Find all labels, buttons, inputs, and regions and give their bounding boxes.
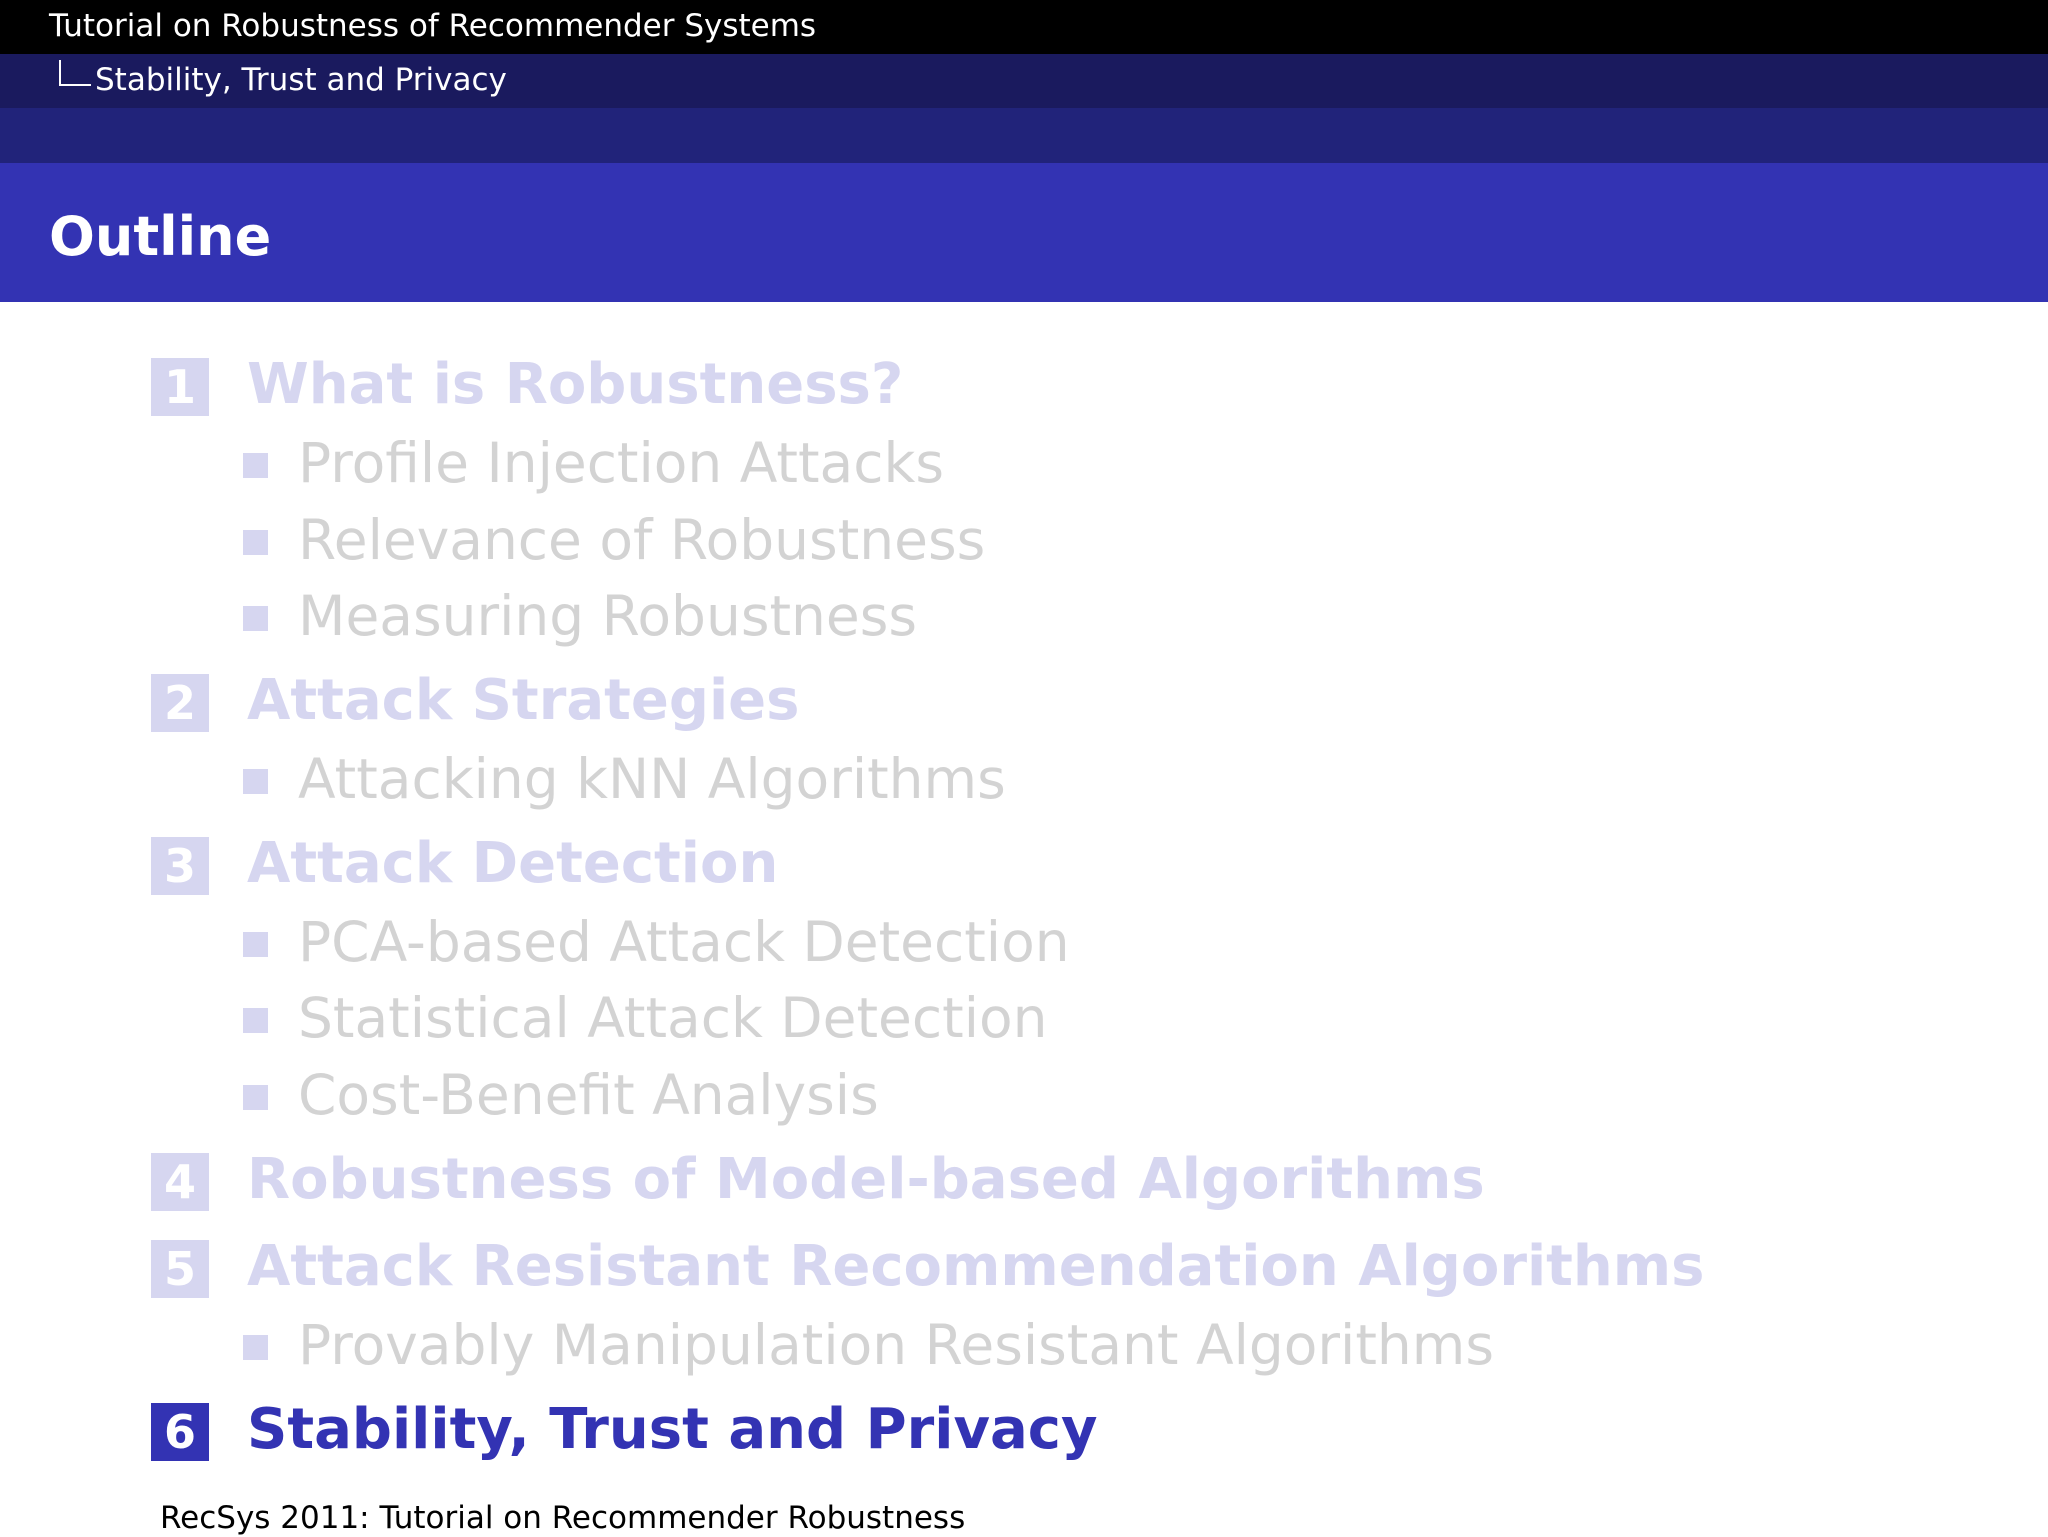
subsection-3-3: Cost-Benefit Analysis xyxy=(298,1063,879,1127)
section-title-6: Stability, Trust and Privacy xyxy=(247,1397,1098,1462)
subsection-5-1: Provably Manipulation Resistant Algorithms xyxy=(298,1313,1494,1377)
subsection-1-3: Measuring Robustness xyxy=(298,584,918,648)
bullet-square-icon xyxy=(243,530,268,555)
section-number-6: 6 xyxy=(151,1403,209,1461)
frame-title: Outline xyxy=(49,205,272,268)
section-title-4: Robustness of Model-based Algorithms xyxy=(247,1147,1485,1212)
subsection-3-1: PCA-based Attack Detection xyxy=(298,910,1070,974)
footer-text: RecSys 2011: Tutorial on Recommender Robustness xyxy=(160,1500,966,1536)
bullet-square-icon xyxy=(243,453,268,478)
section-number-1: 1 xyxy=(151,358,209,416)
header-title: Tutorial on Robustness of Recommender Systems xyxy=(49,8,817,44)
bullet-square-icon xyxy=(243,1008,268,1033)
section-number-5: 5 xyxy=(151,1240,209,1298)
subsection-1-1: Profile Injection Attacks xyxy=(298,431,945,495)
header-subtitle: Stability, Trust and Privacy xyxy=(95,62,507,98)
subsection-1-2: Relevance of Robustness xyxy=(298,508,986,572)
section-number-2: 2 xyxy=(151,674,209,732)
subsection-2-1: Attacking kNN Algorithms xyxy=(298,747,1006,811)
section-number-4: 4 xyxy=(151,1153,209,1211)
section-title-3: Attack Detection xyxy=(247,831,779,896)
section-title-1: What is Robustness? xyxy=(247,352,904,417)
section-title-5: Attack Resistant Recommendation Algorithms xyxy=(247,1234,1705,1299)
bullet-square-icon xyxy=(243,1085,268,1110)
bullet-square-icon xyxy=(243,606,268,631)
subsection-3-2: Statistical Attack Detection xyxy=(298,986,1048,1050)
bullet-square-icon xyxy=(243,932,268,957)
bullet-square-icon xyxy=(243,769,268,794)
section-number-3: 3 xyxy=(151,837,209,895)
bullet-square-icon xyxy=(243,1335,268,1360)
section-title-2: Attack Strategies xyxy=(247,668,800,733)
